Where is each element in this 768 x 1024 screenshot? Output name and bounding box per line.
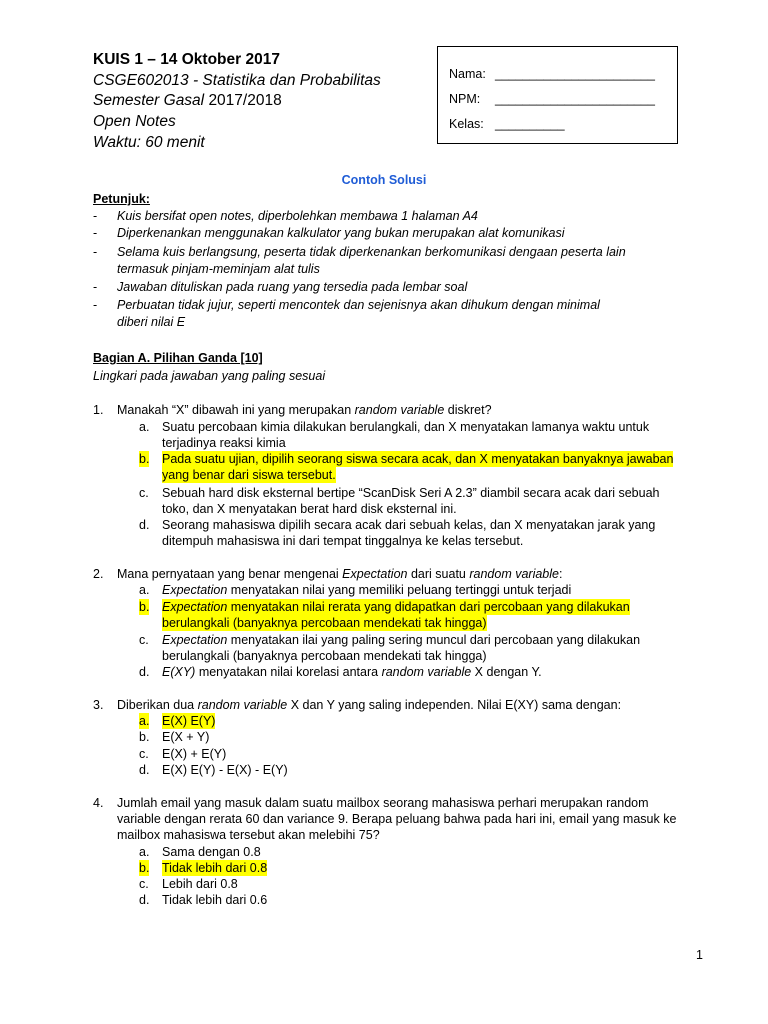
option-letter: b.: [139, 730, 150, 744]
question-text: [117, 566, 562, 582]
q-text-part: Manakah “X” dibawah ini yang merupakan: [117, 403, 355, 417]
question-text: Jumlah email yang masuk dalam suatu mailbox seorang mahasiswa perhari merupakan random: [117, 796, 649, 810]
option-d[interactable]: Tidak lebih dari 0.6: [162, 893, 268, 907]
q-text-part: :: [558, 567, 563, 581]
class-row: [449, 116, 565, 132]
question-text: [117, 402, 492, 418]
instruction-item-cont: diberi nilai E: [117, 315, 186, 329]
option-a-correct[interactable]: E(X) E(Y): [162, 714, 216, 728]
solution-label: Contoh Solusi: [341, 173, 427, 187]
option-d[interactable]: E(X) E(Y) - E(X) - E(Y): [162, 763, 288, 777]
question-text: [117, 697, 621, 713]
name-row: [449, 66, 655, 82]
q-text-part: diskret?: [444, 403, 492, 417]
opt-text: menyatakan nilai yang memiliki peluang tertinggi untuk terjadi: [227, 583, 572, 597]
option-a-cont: terjadinya reaksi kimia: [162, 436, 286, 450]
question-number: 1.: [93, 403, 104, 417]
opt-text: menyatakan nilai rerata yang didapatkan dari percobaan yang dilakukan: [227, 600, 630, 614]
option-a[interactable]: Suatu percobaan kimia dilakukan berulangkali, dan X menyatakan lamanya waktu untuk: [162, 420, 650, 434]
option-letter: c.: [139, 747, 149, 761]
bullet-dash: -: [93, 209, 98, 223]
opt-text: X dengan Y.: [471, 665, 542, 679]
semester-year: 2017/2018: [208, 92, 282, 109]
option-letter: c.: [139, 633, 149, 647]
instruction-item: Selama kuis berlangsung, peserta tidak diperkenankan berkomunikasi dengaan peserta lain: [117, 245, 626, 259]
name-field[interactable]: _______________________: [495, 67, 655, 81]
q-text-italic: random variable: [354, 403, 445, 417]
question-text-cont: mailbox mahasiswa tersebut akan melebihi 75?: [117, 828, 380, 842]
instructions-title: Petunjuk:: [93, 192, 150, 206]
option-c-cont: berulangkali (banyaknya percobaan mendekati tak hingga): [162, 649, 487, 663]
bullet-dash: -: [93, 245, 98, 259]
option-a[interactable]: Sama dengan 0.8: [162, 845, 261, 859]
option-b-correct[interactable]: Tidak lebih dari 0.8: [162, 861, 268, 875]
option-b-cont: yang benar dari siswa tersebut.: [162, 468, 336, 482]
npm-field[interactable]: _______________________: [495, 92, 655, 106]
option-letter: a.: [139, 583, 150, 597]
option-b-correct[interactable]: [162, 599, 630, 615]
bullet-dash: -: [93, 226, 98, 240]
option-letter: a.: [139, 845, 150, 859]
course-name: CSGE602013 - Statistika dan Probabilitas: [93, 72, 381, 89]
q-text-italic: random variable: [197, 698, 288, 712]
instruction-item: Jawaban dituliskan pada ruang yang tersedia pada lembar soal: [117, 280, 468, 294]
opt-italic: random variable: [381, 665, 472, 679]
option-a[interactable]: [162, 582, 571, 598]
question-text-cont: variable dengan rerata 60 dan variance 9. Berapa peluang bahwa pada hari ini, email yang masuk ke: [117, 812, 677, 826]
instruction-item: Kuis bersifat open notes, diperbolehkan membawa 1 halaman A4: [117, 209, 478, 223]
opt-italic: E(XY): [162, 665, 196, 679]
option-letter: d.: [139, 763, 150, 777]
option-c[interactable]: E(X) + E(Y): [162, 747, 227, 761]
question-number: 2.: [93, 567, 104, 581]
option-letter-correct: b.: [139, 861, 150, 875]
option-b-correct[interactable]: Pada suatu ujian, dipilih seorang siswa secara acak, dan X menyatakan banyaknya jawaban: [162, 452, 674, 466]
class-label: Kelas:: [449, 117, 484, 131]
option-c[interactable]: [162, 632, 640, 648]
q-text-part: X dan Y yang saling independen. Nilai E(XY) sama dengan:: [287, 698, 622, 712]
class-field[interactable]: __________: [495, 117, 565, 131]
q-text-italic: random variable: [469, 567, 559, 581]
time-limit: Waktu: 60 menit: [93, 134, 205, 151]
opt-text: menyatakan nilai korelasi antara: [195, 665, 382, 679]
name-label: Nama:: [449, 67, 486, 81]
q-text-part: Mana pernyataan yang benar mengenai: [117, 567, 343, 581]
student-identity-box: [437, 46, 678, 144]
question-number: 4.: [93, 796, 104, 810]
semester: Semester Gasal 2017/2018: [93, 92, 282, 109]
opt-italic: Expectation: [162, 583, 228, 597]
opt-text: menyatakan ilai yang paling sering muncul dari percobaan yang dilakukan: [227, 633, 641, 647]
option-letter: a.: [139, 420, 150, 434]
instruction-item: Perbuatan tidak jujur, seperti mencontek dan sejenisnya akan dihukum dengan minimal: [117, 298, 600, 312]
option-d[interactable]: [162, 664, 542, 680]
opt-italic: Expectation: [162, 600, 228, 614]
section-a-subtitle: Lingkari pada jawaban yang paling sesuai: [93, 369, 326, 383]
instruction-item: Diperkenankan menggunakan kalkulator yang bukan merupakan alat komunikasi: [117, 226, 565, 240]
q-text-italic: Expectation: [342, 567, 408, 581]
option-letter: d.: [139, 665, 150, 679]
option-c-cont: toko, dan X menyatakan berat hard disk eksternal ini.: [162, 502, 457, 516]
section-a-title: Bagian A. Pilihan Ganda [10]: [93, 351, 263, 365]
quiz-title: KUIS 1 – 14 Oktober 2017: [93, 51, 280, 68]
option-d-cont: ditempuh mahasiswa ini dari tempat tinggalnya ke kelas tersebut.: [162, 534, 524, 548]
instruction-item-cont: termasuk pinjam-meminjam alat tulis: [117, 262, 320, 276]
page-number: 1: [696, 948, 703, 962]
option-letter: c.: [139, 877, 149, 891]
option-letter-correct: b.: [139, 600, 150, 614]
npm-row: [449, 91, 655, 107]
option-b[interactable]: E(X + Y): [162, 730, 210, 744]
option-letter: c.: [139, 486, 149, 500]
q-text-part: dari suatu: [407, 567, 470, 581]
open-notes: Open Notes: [93, 113, 176, 130]
option-b-cont: berulangkali (banyaknya percobaan mendekati tak hingga): [162, 616, 487, 630]
npm-label: NPM:: [449, 92, 481, 106]
q-text-part: Diberikan dua: [117, 698, 198, 712]
question-number: 3.: [93, 698, 104, 712]
option-letter: d.: [139, 893, 150, 907]
option-letter-correct: b.: [139, 452, 150, 466]
bullet-dash: -: [93, 280, 98, 294]
option-letter-correct: a.: [139, 714, 150, 728]
opt-italic: Expectation: [162, 633, 228, 647]
option-c[interactable]: Lebih dari 0.8: [162, 877, 238, 891]
option-d[interactable]: Seorang mahasiswa dipilih secara acak dari sebuah kelas, dan X menyatakan jarak yang: [162, 518, 656, 532]
option-c[interactable]: Sebuah hard disk eksternal bertipe “ScanDisk Seri A 2.3” diambil secara acak dari sebuah: [162, 486, 660, 500]
bullet-dash: -: [93, 298, 98, 312]
option-letter: d.: [139, 518, 150, 532]
